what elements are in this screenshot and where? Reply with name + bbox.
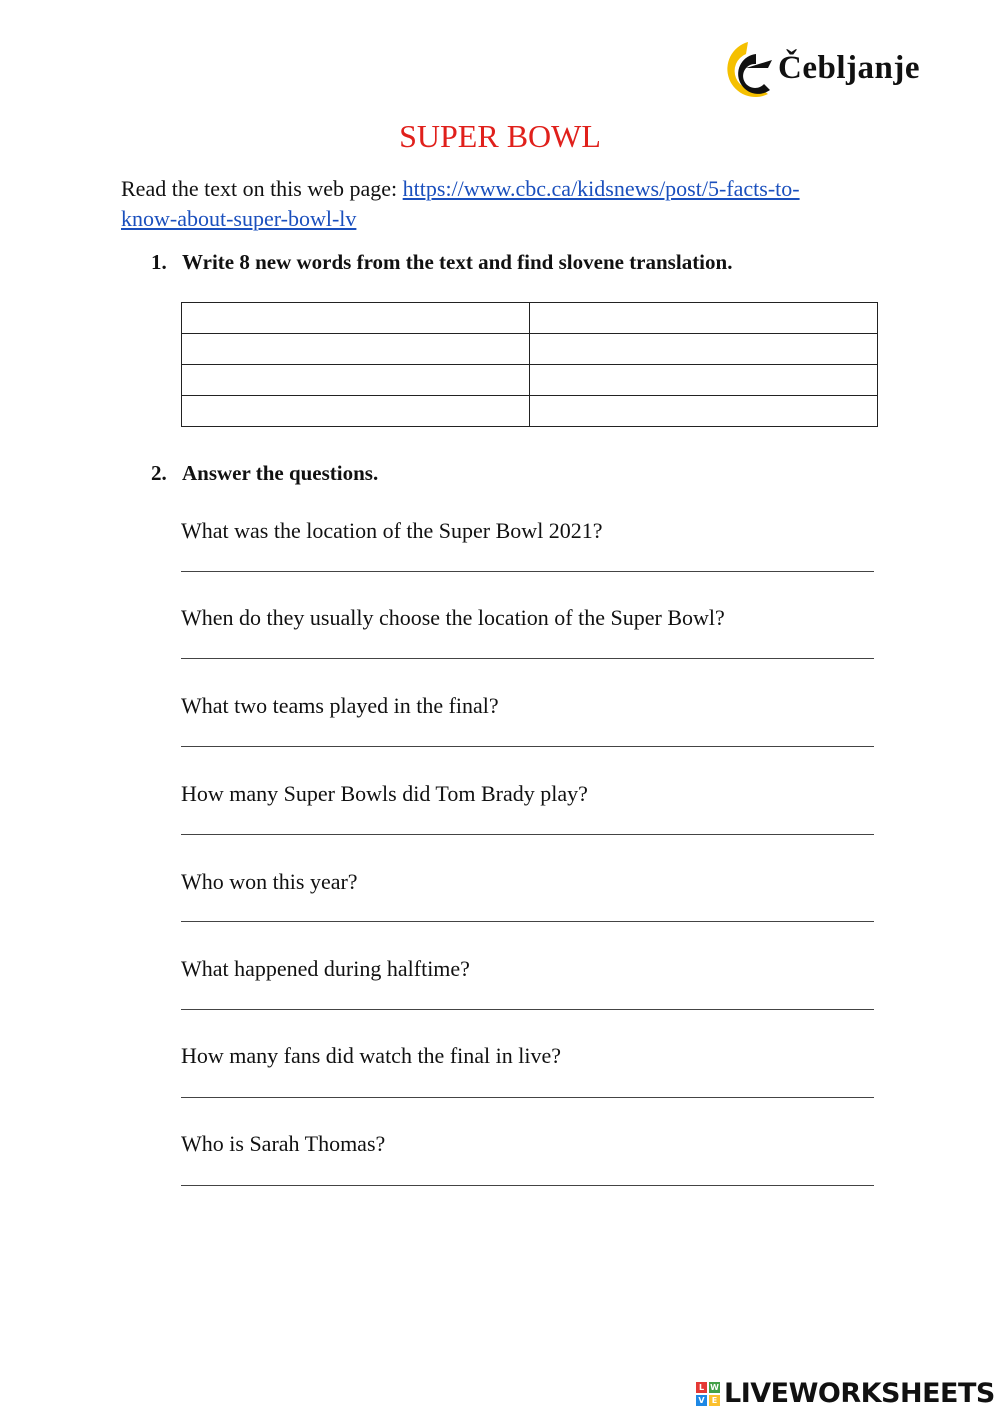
translation-cell[interactable] [530,396,878,427]
liveworksheets-blocks-icon: L W V E [696,1382,722,1408]
answer-line-7[interactable] [181,1097,874,1098]
section-2-number: 2. [151,461,167,485]
section-1-heading [151,250,732,275]
intro-paragraph [121,174,881,234]
article-link-line1: https://www.cbc.ca/kidsnews/post/5-facts-to- [402,176,800,201]
page-title: SUPER BOWL [399,118,601,154]
section-2-heading [151,461,378,486]
section-1-heading-text: Write 8 new words from the text and find slovene translation. [182,250,733,274]
word-cell[interactable] [182,365,530,396]
answer-line-3[interactable] [181,746,874,747]
bee-c-logo-icon [716,38,776,108]
answer-line-6[interactable] [181,1009,874,1010]
vocabulary-table [181,302,878,427]
table-row [182,396,878,427]
question-1: What was the location of the Super Bowl 2021? [181,518,603,543]
section-2-heading-text: Answer the questions. [182,461,379,485]
table-row [182,303,878,334]
word-cell[interactable] [182,396,530,427]
section-1-number: 1. [151,250,167,274]
liveworksheets-logo [696,1376,996,1410]
question-3: What two teams played in the final? [181,693,499,718]
question-2: When do they usually choose the location of the Super Bowl? [181,605,725,630]
question-8: Who is Sarah Thomas? [181,1131,386,1156]
table-row [182,334,878,365]
answer-line-2[interactable] [181,658,874,659]
intro-text: Read the text on this web page: [121,176,403,201]
translation-cell[interactable] [530,334,878,365]
logo-text: Čebljanje [778,50,920,86]
answer-line-8[interactable] [181,1185,874,1186]
translation-cell[interactable] [530,365,878,396]
liveworksheets-text: LIVEWORKSHEETS [724,1378,995,1409]
question-6: What happened during halftime? [181,956,470,981]
answer-line-1[interactable] [181,571,874,572]
word-cell[interactable] [182,303,530,334]
translation-cell[interactable] [530,303,878,334]
question-7: How many fans did watch the final in live? [181,1043,562,1068]
table-row [182,365,878,396]
answer-line-4[interactable] [181,834,874,835]
question-4: How many Super Bowls did Tom Brady play? [181,781,588,806]
cebljanje-logo [716,38,946,108]
question-5: Who won this year? [181,869,358,894]
answer-line-5[interactable] [181,921,874,922]
word-cell[interactable] [182,334,530,365]
article-link-line2: know-about-super-bowl-lv [121,206,357,231]
